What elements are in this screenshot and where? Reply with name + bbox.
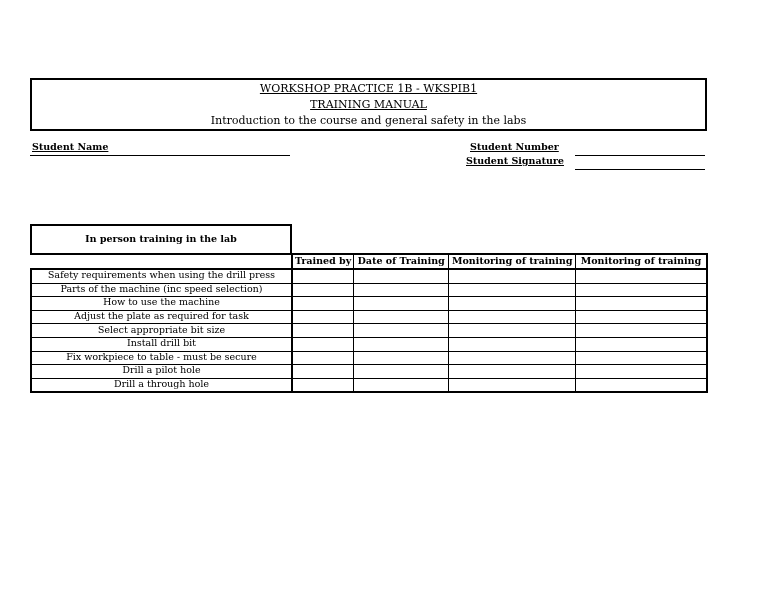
task-label: Adjust the plate as required for task (31, 310, 292, 324)
entry-cell[interactable] (292, 310, 354, 324)
entry-cell[interactable] (576, 365, 707, 379)
column-header: Monitoring of training (576, 254, 707, 269)
entry-cell[interactable] (354, 297, 449, 311)
entry-cell[interactable] (354, 351, 449, 365)
entry-cell[interactable] (576, 378, 707, 392)
student-number-label: Student Number (470, 142, 559, 153)
entry-cell[interactable] (449, 324, 576, 338)
table-header-row (31, 254, 707, 269)
entry-cell[interactable] (292, 351, 354, 365)
task-label: Drill a pilot hole (31, 365, 292, 379)
entry-cell[interactable] (354, 324, 449, 338)
entry-cell[interactable] (576, 269, 707, 283)
entry-cell[interactable] (449, 269, 576, 283)
section-title: In person training in the lab (30, 224, 292, 255)
table-row (31, 310, 707, 324)
task-label: Install drill bit (31, 337, 292, 351)
student-signature-label: Student Signature (466, 156, 564, 167)
entry-cell[interactable] (449, 351, 576, 365)
table-row (31, 324, 707, 338)
entry-cell[interactable] (354, 283, 449, 297)
entry-cell[interactable] (354, 365, 449, 379)
entry-cell[interactable] (354, 310, 449, 324)
task-label: Safety requirements when using the drill press (31, 269, 292, 283)
entry-cell[interactable] (576, 310, 707, 324)
manual-title: TRAINING MANUAL (310, 98, 427, 111)
entry-cell[interactable] (449, 297, 576, 311)
task-label: Select appropriate bit size (31, 324, 292, 338)
task-label: Fix workpiece to table - must be secure (31, 351, 292, 365)
column-header: Monitoring of training (449, 254, 576, 269)
entry-cell[interactable] (449, 378, 576, 392)
student-number-field[interactable] (575, 155, 705, 156)
student-name-label: Student Name (32, 142, 109, 153)
course-title: WORKSHOP PRACTICE 1B - WKSPIB1 (259, 82, 478, 95)
entry-cell[interactable] (449, 337, 576, 351)
task-column-header (31, 254, 292, 269)
entry-cell[interactable] (449, 365, 576, 379)
entry-cell[interactable] (576, 324, 707, 338)
table-row (31, 283, 707, 297)
column-header: Trained by (292, 254, 354, 269)
entry-cell[interactable] (292, 378, 354, 392)
entry-cell[interactable] (292, 324, 354, 338)
task-label: Parts of the machine (inc speed selection) (31, 283, 292, 297)
task-label: Drill a through hole (31, 378, 292, 392)
entry-cell[interactable] (449, 283, 576, 297)
entry-cell[interactable] (292, 283, 354, 297)
entry-cell[interactable] (292, 269, 354, 283)
training-table (30, 253, 708, 393)
student-signature-field[interactable] (575, 169, 705, 170)
manual-subtitle: Introduction to the course and general safety in the labs (210, 114, 527, 127)
entry-cell[interactable] (576, 283, 707, 297)
student-name-field[interactable] (30, 155, 290, 156)
table-row (31, 351, 707, 365)
table-row (31, 378, 707, 392)
entry-cell[interactable] (576, 337, 707, 351)
entry-cell[interactable] (292, 337, 354, 351)
table-row (31, 269, 707, 283)
entry-cell[interactable] (292, 297, 354, 311)
entry-cell[interactable] (576, 351, 707, 365)
table-row (31, 337, 707, 351)
table-row (31, 297, 707, 311)
table-row (31, 365, 707, 379)
entry-cell[interactable] (354, 269, 449, 283)
entry-cell[interactable] (354, 337, 449, 351)
entry-cell[interactable] (292, 365, 354, 379)
column-header: Date of Training (354, 254, 449, 269)
entry-cell[interactable] (449, 310, 576, 324)
task-label: How to use the machine (31, 297, 292, 311)
document-header (30, 78, 707, 131)
entry-cell[interactable] (354, 378, 449, 392)
entry-cell[interactable] (576, 297, 707, 311)
